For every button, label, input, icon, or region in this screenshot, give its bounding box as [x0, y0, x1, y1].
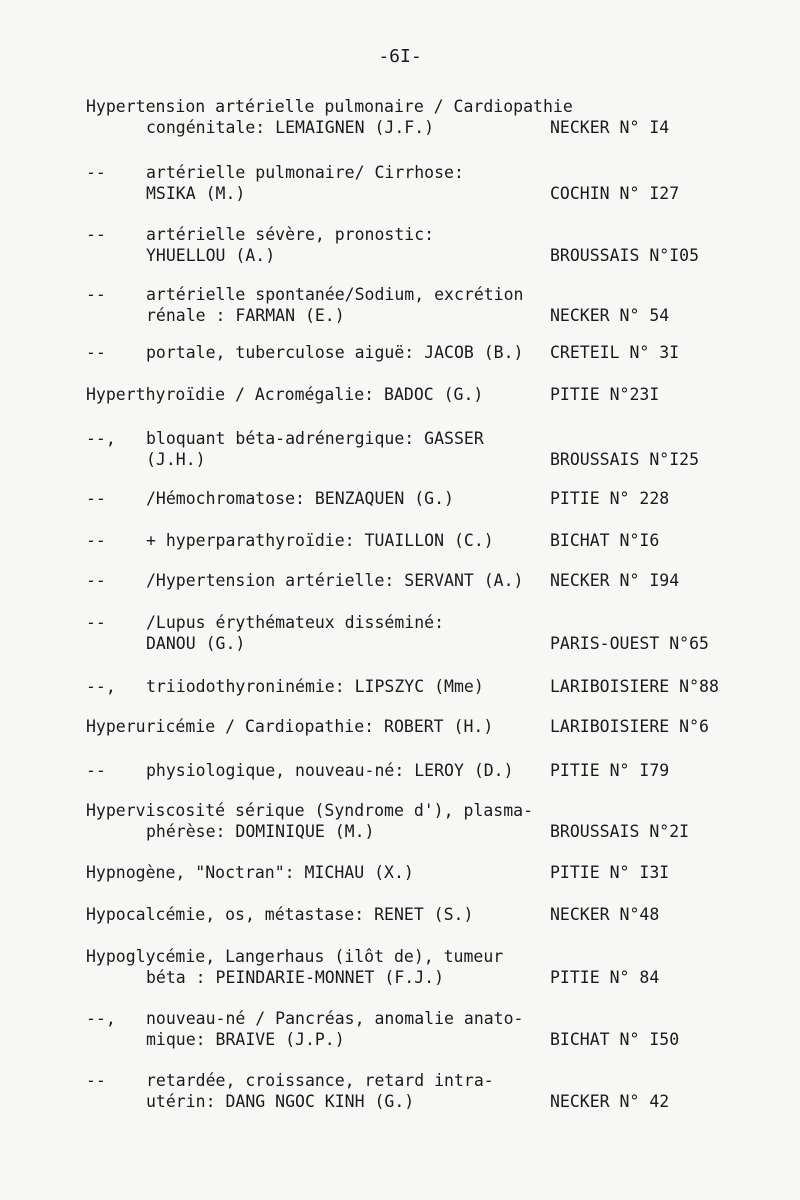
entry-text: MSIKA (M.) — [146, 184, 246, 203]
hospital-reference: LARIBOISIERE N°6 — [550, 717, 709, 736]
entry-text: congénitale: LEMAIGNEN (J.F.) — [146, 118, 435, 137]
hospital-reference: NECKER N° 42 — [550, 1092, 670, 1111]
entry-continuation — [86, 449, 726, 470]
ditto-dash: -- — [86, 489, 106, 508]
entry-line — [86, 904, 726, 925]
hospital-reference: PITIE N° I79 — [550, 761, 670, 780]
entry-text: portale, tuberculose aiguë: JACOB (B.) — [146, 343, 524, 362]
hospital-reference: BICHAT N° I50 — [550, 1030, 680, 1049]
entry-continuation — [86, 245, 726, 266]
ditto-dash: --, — [86, 429, 116, 448]
ditto-dash: -- — [86, 531, 106, 550]
entry-text: artérielle pulmonaire/ Cirrhose: — [146, 163, 464, 182]
index-entry — [86, 716, 726, 737]
index-entry — [86, 428, 726, 470]
entry-line — [86, 342, 726, 363]
entry-continuation — [86, 183, 726, 204]
entry-line — [86, 760, 726, 781]
entry-line — [86, 162, 726, 183]
index-entry — [86, 904, 726, 925]
entry-text: béta : PEINDARIE-MONNET (F.J.) — [146, 968, 445, 987]
hospital-reference: LARIBOISIERE N°88 — [550, 677, 719, 696]
hospital-reference: PARIS-OUEST N°65 — [550, 634, 709, 653]
entry-continuation — [86, 1029, 726, 1050]
index-entry — [86, 760, 726, 781]
entry-text: rénale : FARMAN (E.) — [146, 306, 345, 325]
hospital-reference: BICHAT N°I6 — [550, 531, 660, 550]
entry-text: mique: BRAIVE (J.P.) — [146, 1030, 345, 1049]
entry-continuation — [86, 821, 726, 842]
entry-line — [86, 96, 726, 117]
index-entry — [86, 284, 726, 326]
index-entry — [86, 342, 726, 363]
ditto-dash: -- — [86, 225, 106, 244]
entry-continuation — [86, 305, 726, 326]
hospital-reference: NECKER N°48 — [550, 905, 660, 924]
entry-text: Hyperviscosité sérique (Syndrome d'), plasma- — [86, 801, 534, 820]
entry-text: Hypertension artérielle pulmonaire / Cardiopathie — [86, 97, 573, 116]
hospital-reference: BROUSSAIS N°I25 — [550, 450, 700, 469]
index-entry — [86, 1070, 726, 1112]
entry-text: phérèse: DOMINIQUE (M.) — [146, 822, 375, 841]
entry-text: utérin: DANG NGOC KINH (G.) — [146, 1092, 415, 1111]
entry-text: /Hémochromatose: BENZAQUEN (G.) — [146, 489, 454, 508]
index-entry — [86, 162, 726, 204]
entry-text: Hyperthyroïdie / Acromégalie: BADOC (G.) — [86, 385, 484, 404]
entry-line — [86, 570, 726, 591]
entry-line — [86, 612, 726, 633]
entry-text: Hypoglycémie, Langerhaus (ilôt de), tumeur — [86, 947, 504, 966]
index-entry — [86, 224, 726, 266]
entry-text: artérielle sévère, pronostic: — [146, 225, 435, 244]
index-entry — [86, 570, 726, 591]
entry-line — [86, 488, 726, 509]
index-entry — [86, 488, 726, 509]
ditto-dash: -- — [86, 571, 106, 590]
entry-text: /Lupus érythémateux disséminé: — [146, 613, 445, 632]
entry-text: DANOU (G.) — [146, 634, 246, 653]
entry-continuation — [86, 967, 726, 988]
entry-text: retardée, croissance, retard intra- — [146, 1071, 494, 1090]
ditto-dash: -- — [86, 285, 106, 304]
index-entry — [86, 530, 726, 551]
entry-line — [86, 862, 726, 883]
entry-line — [86, 676, 726, 697]
entry-text: Hypocalcémie, os, métastase: RENET (S.) — [86, 905, 474, 924]
entry-line — [86, 946, 726, 967]
ditto-dash: -- — [86, 613, 106, 632]
entry-text: bloquant béta-adrénergique: GASSER — [146, 429, 484, 448]
index-entry — [86, 1008, 726, 1050]
entry-text: physiologique, nouveau-né: LEROY (D.) — [146, 761, 514, 780]
entry-text: nouveau-né / Pancréas, anomalie anato- — [146, 1009, 524, 1028]
hospital-reference: CRETEIL N° 3I — [550, 343, 680, 362]
index-entry — [86, 862, 726, 883]
entry-continuation — [86, 117, 726, 138]
entry-continuation — [86, 1091, 726, 1112]
entry-text: triiodothyroninémie: LIPSZYC (Mme) — [146, 677, 484, 696]
ditto-dash: -- — [86, 761, 106, 780]
entry-text: Hypnogène, "Noctran": MICHAU (X.) — [86, 863, 414, 882]
entry-text: YHUELLOU (A.) — [146, 246, 276, 265]
index-entry — [86, 612, 726, 654]
hospital-reference: PITIE N° 84 — [550, 968, 660, 987]
entry-text: artérielle spontanée/Sodium, excrétion — [146, 285, 524, 304]
entry-line — [86, 284, 726, 305]
hospital-reference: PITIE N° I3I — [550, 863, 670, 882]
ditto-dash: --, — [86, 677, 116, 696]
ditto-dash: -- — [86, 163, 106, 182]
index-entry — [86, 800, 726, 842]
ditto-dash: -- — [86, 1071, 106, 1090]
entry-text: (J.H.) — [146, 450, 206, 469]
page-number: -6I- — [378, 46, 422, 67]
entry-line — [86, 530, 726, 551]
hospital-reference: NECKER N° 54 — [550, 306, 670, 325]
hospital-reference: BROUSSAIS N°2I — [550, 822, 690, 841]
hospital-reference: PITIE N°23I — [550, 385, 660, 404]
entry-text: + hyperparathyroïdie: TUAILLON (C.) — [146, 531, 494, 550]
index-entry — [86, 676, 726, 697]
hospital-reference: NECKER N° I94 — [550, 571, 680, 590]
entry-text: /Hypertension artérielle: SERVANT (A.) — [146, 571, 524, 590]
hospital-reference: NECKER N° I4 — [550, 118, 670, 137]
entry-line — [86, 428, 726, 449]
entry-line — [86, 1008, 726, 1029]
entry-line — [86, 716, 726, 737]
entry-text: Hyperuricémie / Cardiopathie: ROBERT (H.) — [86, 717, 494, 736]
entry-line — [86, 224, 726, 245]
entry-line — [86, 800, 726, 821]
hospital-reference: PITIE N° 228 — [550, 489, 670, 508]
hospital-reference: COCHIN N° I27 — [550, 184, 680, 203]
index-entry — [86, 384, 726, 405]
entry-continuation — [86, 633, 726, 654]
entry-line — [86, 1070, 726, 1091]
entry-line — [86, 384, 726, 405]
ditto-dash: --, — [86, 1009, 116, 1028]
index-entry — [86, 946, 726, 988]
ditto-dash: -- — [86, 343, 106, 362]
hospital-reference: BROUSSAIS N°I05 — [550, 246, 700, 265]
index-entry — [86, 96, 726, 138]
